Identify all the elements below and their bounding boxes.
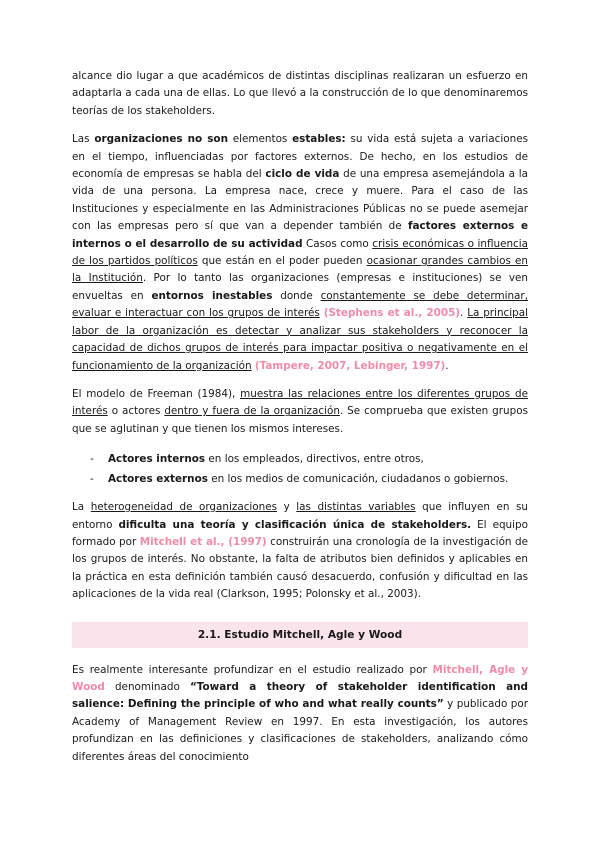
text: en los medios de comunicación, ciudadanos o gobiernos. <box>207 473 509 486</box>
underlined-text: crisis económicas o influencia de los partidos políticos <box>72 237 529 268</box>
text: . <box>445 359 449 372</box>
text: que influyen en su entorno <box>72 501 528 531</box>
bold-term: organizaciones no son <box>94 133 228 146</box>
underlined-text: muestra las relaciones entre los diferentes grupos de interés <box>72 387 528 418</box>
section-title: 2.1. Estudio Mitchell, Agle y Wood <box>197 628 403 641</box>
underlined-text: heterogeneidad de organizaciones <box>90 501 278 514</box>
underlined-text: las distintas variables <box>296 501 416 514</box>
text: elementos <box>227 133 293 146</box>
text: Casos como <box>302 237 373 250</box>
paragraph-organizaciones <box>72 131 528 375</box>
paragraph-mitchell-study <box>72 662 528 766</box>
text: denominado <box>104 680 190 693</box>
dash-bullet: - <box>90 473 94 486</box>
text: construirán una cronología de la investigación de los grupos de interés. No obstante, la falta de atributos bien definidos y aplicables en la práctica en esta definición también causó desacuerdo, confusión y dificultad en las aplicaciones de la vida real (Clarkson, 1995; Polonsky et al., 2003). <box>72 535 528 601</box>
bold-term: entornos inestables <box>151 289 273 302</box>
underlined-text: La principal labor de la organización es detectar y analizar sus stakeholders y reconocer la capacidad de dichos grupos de interés para impactar positiva o negativamente en el funcionamiento de la organización <box>72 307 528 372</box>
section-heading <box>72 622 528 648</box>
list-item <box>90 449 528 469</box>
document-page <box>72 68 528 777</box>
underlined-text: ocasionar grandes cambios en la Institución <box>72 255 528 285</box>
text: que están en el poder pueden <box>197 255 367 268</box>
text: y <box>277 501 297 514</box>
underlined-text: constantemente se debe determinar, evaluar e interactuar con los grupos de interés <box>72 289 528 320</box>
text: su vida está sujeta a variaciones en el tiempo, influenciadas por factores externos. De hecho, en los estudios de economía de empresas se habla del <box>72 133 528 181</box>
bold-term: factores externos e internos o el desarrollo de su actividad <box>72 220 528 250</box>
bold-term: dificulta una teoría y clasificación única de stakeholders. <box>118 518 472 531</box>
text: donde <box>272 289 321 302</box>
bold-term: Actores externos <box>108 473 208 486</box>
citation: (Tampere, 2007, Lebinger, 1997) <box>254 359 446 372</box>
bold-term: ciclo de vida <box>265 168 340 181</box>
bold-title: “Toward a theory of stakeholder identification and salience: Defining the principle of who and what really counts” <box>72 680 528 711</box>
text: . Por lo tanto las organizaciones (empresas e instituciones) se ven envueltas en <box>72 272 528 302</box>
paragraph-intro <box>72 68 528 120</box>
text: . <box>460 307 468 320</box>
text: El equipo formado por <box>72 518 528 548</box>
paragraph-freeman <box>72 386 528 438</box>
list-item <box>90 469 528 489</box>
text: y publicado por Academy of Management Review en 1997. En esta investigación, los autores profundizan en las definiciones y clasificaciones de stakeholders, analizando cómo diferentes áreas del conocimiento <box>72 698 528 763</box>
text: . Se comprueba que existen grupos que se aglutinan y que tienen los mismos intereses. <box>72 405 528 435</box>
text: La <box>72 501 91 514</box>
text: en los empleados, directivos, entre otros, <box>205 453 424 466</box>
actors-list <box>72 449 528 489</box>
bold-term: estables: <box>292 133 346 146</box>
paragraph-heterogeneidad <box>72 499 528 603</box>
citation: (Stephens et al., 2005) <box>323 307 461 320</box>
citation: Mitchell et al., (1997) <box>139 535 267 548</box>
text: El modelo de Freeman (1984), <box>72 387 241 400</box>
text: Las <box>72 133 95 146</box>
text: Es realmente interesante profundizar en el estudio realizado por <box>72 663 433 676</box>
dash-bullet: - <box>90 453 94 466</box>
underlined-text: dentro y fuera de la organización <box>164 405 340 418</box>
citation: Mitchell, Agle y Wood <box>72 663 528 693</box>
text: alcance dio lugar a que académicos de distintas disciplinas realizaran un esfuerzo en adaptarla a cada una de ellas. Lo que llevó a la construcción de lo que denominaremos teorías de los stakeholders. <box>72 70 528 117</box>
text: o actores <box>107 405 165 418</box>
bold-term: Actores internos <box>108 453 206 466</box>
text: de una empresa asemejándola a la vida de una persona. La empresa nace, crece y muere. Para el caso de las Instituciones y especialmente en las Administraciones Públicas no se puede asemejar con las empresas pero sí que van a depender también de <box>72 168 528 233</box>
